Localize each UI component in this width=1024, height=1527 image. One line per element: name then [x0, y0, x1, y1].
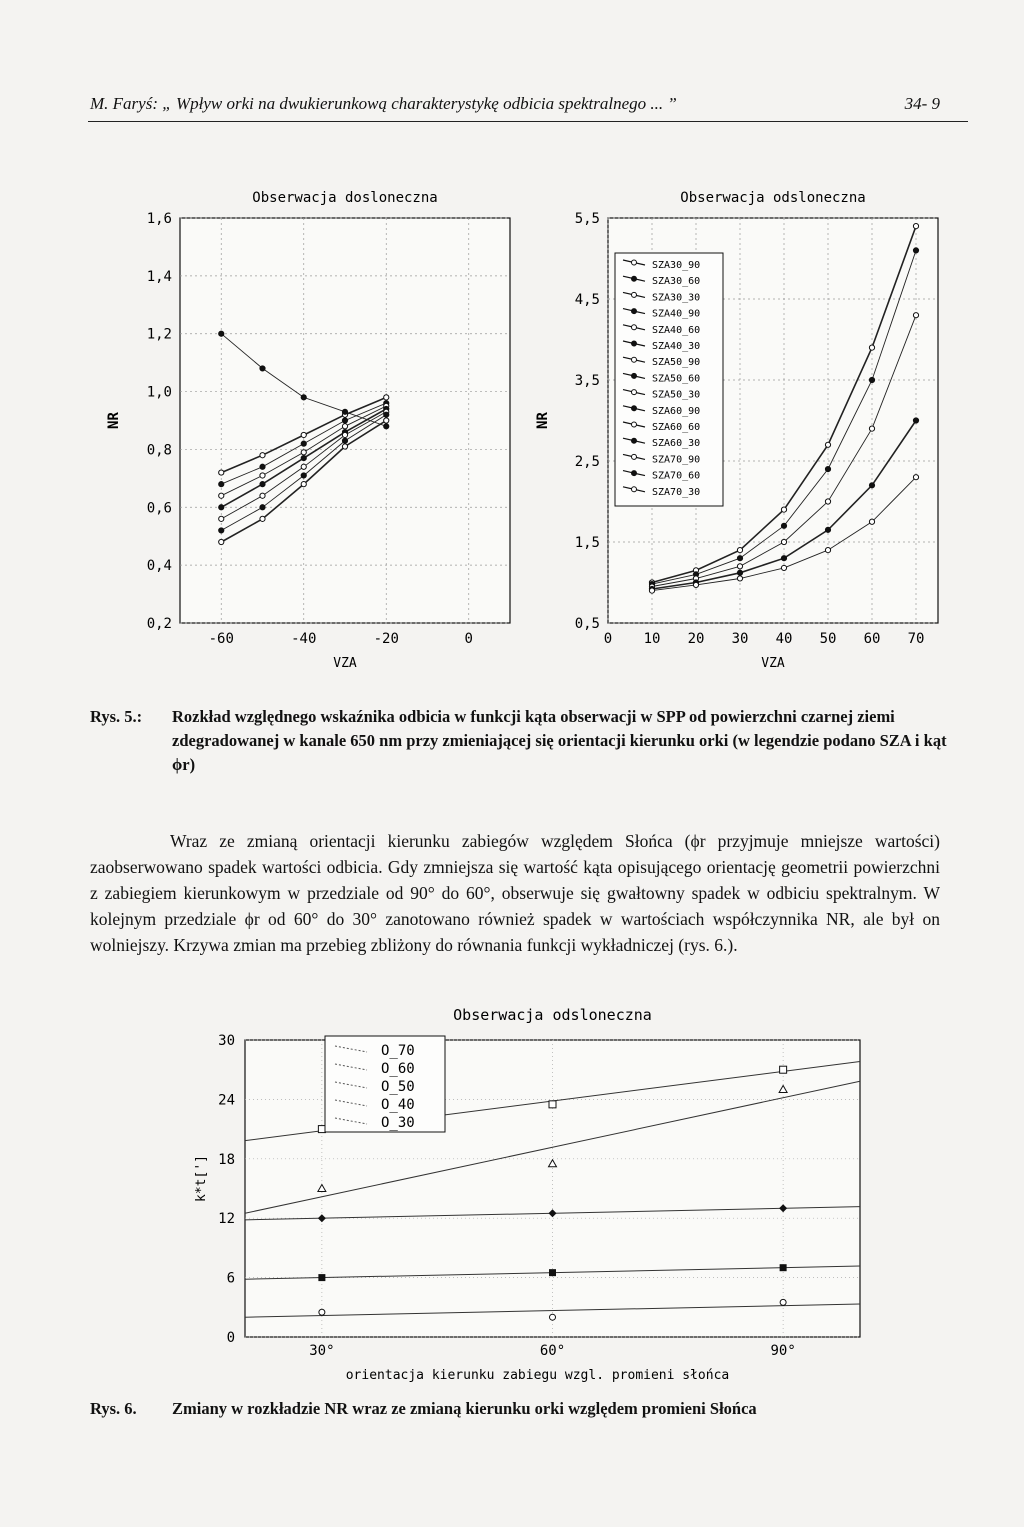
data-point [781, 556, 786, 561]
data-point [825, 548, 830, 553]
data-point [825, 527, 830, 532]
y-tick-label: 1,5 [574, 535, 600, 551]
y-axis-label: NR [535, 412, 551, 429]
data-point [693, 582, 698, 587]
data-point [737, 548, 742, 553]
chart-dosloneczna [106, 190, 510, 671]
data-point [825, 499, 830, 504]
y-tick-label: 3,5 [574, 373, 600, 389]
x-axis-label: VZA [761, 656, 785, 671]
data-point [869, 519, 874, 524]
figure6-label: Rys. 6. [90, 1399, 137, 1418]
legend-marker [632, 487, 637, 492]
data-point [869, 426, 874, 431]
x-tick-label: 50 [819, 631, 837, 647]
data-point [342, 409, 347, 414]
legend-label: SZA70_90 [652, 454, 701, 466]
data-point [781, 523, 786, 528]
legend-label: SZA50_90 [652, 357, 701, 369]
data-point [825, 467, 830, 472]
chart-orientation [194, 1006, 860, 1383]
legend-label: SZA40_90 [652, 308, 701, 320]
data-point [342, 424, 347, 429]
legend-label: SZA70_30 [652, 486, 701, 498]
data-point [869, 377, 874, 382]
data-point [549, 1269, 556, 1276]
data-point [384, 418, 389, 423]
legend-label: SZA30_90 [652, 260, 701, 271]
legend-marker [632, 276, 637, 281]
data-point [219, 493, 224, 498]
x-tick-label: 90° [770, 1343, 796, 1359]
legend-marker [632, 260, 637, 265]
legend-label: SZA60_90 [652, 405, 701, 417]
y-tick-label: 12 [218, 1211, 235, 1228]
body-paragraph-text: Wraz ze zmianą orientacji kierunku zabiegów względem Słońca (ϕr przyjmuje mniejsze wartości) zaobserwowano spadek wartości odbicia. Gdy zmniejsza się wartość kąta opisującego orientację geometrii powierzchni z zabiegiem kierunkowym w przedziale od 90° do 60°, obserwuje się gwałtowny spadek w odbiciu spektralnym. W kolejnym przedziale ϕr od 60° do 30° zanotowano również spadek w wartościach współczynnika NR, ale był on wolniejszy. Krzywa zmian ma przebieg zbliżony do równania funkcji wykładniczej (rys. 6.). [90, 831, 940, 955]
data-point [913, 475, 918, 480]
data-point [301, 473, 306, 478]
legend-marker [632, 390, 637, 395]
data-point [301, 441, 306, 446]
x-tick-label: 30 [731, 631, 749, 647]
data-point [342, 432, 347, 437]
x-tick-label: -20 [373, 631, 399, 647]
legend-label: SZA40_60 [652, 324, 701, 336]
x-tick-label: 40 [775, 631, 793, 647]
x-tick-label: 0 [603, 631, 613, 647]
y-tick-label: 1,0 [146, 384, 172, 401]
legend-label: SZA50_30 [652, 389, 701, 401]
x-tick-label: 70 [907, 631, 925, 647]
data-point [318, 1274, 325, 1281]
y-tick-label: 6 [226, 1270, 235, 1287]
data-point [219, 470, 224, 475]
chart-title: Obserwacja dosloneczna [252, 190, 438, 206]
data-point [260, 505, 265, 510]
data-point [869, 483, 874, 488]
data-point [301, 450, 306, 455]
x-axis-label: VZA [333, 656, 357, 671]
data-point [781, 539, 786, 544]
data-point [384, 424, 389, 429]
legend-label: O_30 [381, 1115, 415, 1131]
data-point [301, 464, 306, 469]
y-axis-label: NR [106, 412, 122, 429]
data-point [260, 473, 265, 478]
legend-marker [632, 292, 637, 297]
y-tick-label: 0,4 [146, 558, 172, 575]
x-tick-label: 30° [309, 1343, 335, 1359]
x-tick-label: 60 [863, 631, 881, 647]
y-tick-label: 5,5 [574, 211, 600, 227]
legend-label: SZA60_30 [652, 438, 701, 450]
legend-label: O_60 [381, 1061, 415, 1077]
chart-odsloneczna [535, 190, 938, 671]
data-point [342, 418, 347, 423]
y-axis-label: k*t['] [194, 1155, 209, 1202]
chart-title: Obserwacja odsloneczna [680, 190, 866, 206]
figure5-caption: Rozkład względnego wskaźnika odbicia w funkcji kąta obserwacji w SPP od powierzchni czarnej ziemi zdegradowanej w kanale 650 nm przy zmieniającej się orientacji kierunku orki (w legendzie podano SZA i kąt ϕr) [172, 707, 947, 774]
data-point [913, 313, 918, 318]
data-point [737, 570, 742, 575]
data-point [219, 516, 224, 521]
legend-marker [632, 422, 637, 427]
data-point [649, 588, 654, 593]
x-tick-label: -60 [208, 631, 234, 647]
y-tick-label: 0,6 [146, 500, 172, 517]
data-point [260, 453, 265, 458]
data-point [780, 1066, 787, 1073]
figure5-label: Rys. 5.: [90, 707, 143, 726]
legend-marker [632, 341, 637, 346]
legend-label: O_70 [381, 1043, 415, 1059]
y-tick-label: 30 [218, 1033, 235, 1049]
data-point [219, 331, 224, 336]
y-tick-label: 4,5 [574, 292, 600, 308]
legend-label: SZA60_60 [652, 422, 701, 433]
legend-label: SZA40_30 [652, 341, 701, 352]
data-point [342, 444, 347, 449]
data-point [549, 1101, 556, 1108]
header-page-number: 34- 9 [904, 94, 940, 113]
legend-marker [632, 373, 637, 378]
legend-marker [632, 406, 637, 411]
legend-label: O_50 [381, 1079, 415, 1095]
y-tick-label: 1,4 [146, 268, 172, 285]
body-paragraph [90, 828, 940, 958]
data-point [318, 1126, 325, 1133]
data-point [737, 576, 742, 581]
y-tick-label: 0,2 [146, 616, 172, 632]
y-tick-label: 0,5 [574, 616, 600, 632]
data-point [913, 224, 918, 229]
legend-marker [632, 325, 637, 330]
data-point [781, 507, 786, 512]
data-point [301, 482, 306, 487]
data-point [384, 412, 389, 417]
data-point [219, 539, 224, 544]
chart-title: Obserwacja odsloneczna [453, 1006, 652, 1024]
data-point [260, 516, 265, 521]
legend-label: SZA70_60 [652, 470, 701, 482]
data-point [342, 438, 347, 443]
data-point [737, 564, 742, 569]
legend-label: SZA30_60 [652, 276, 701, 288]
y-tick-label: 1,2 [146, 326, 172, 343]
figure6-caption: Zmiany w rozkładzie NR wraz ze zmianą kierunku orki względem promieni Słońca [172, 1399, 757, 1418]
data-point [301, 456, 306, 461]
legend-marker [632, 438, 637, 443]
x-tick-label: 0 [464, 631, 473, 647]
legend-label: O_40 [381, 1097, 415, 1113]
data-point [301, 395, 306, 400]
x-axis-label: orientacja kierunku zabiegu wzgl. promieni słońca [345, 1368, 730, 1383]
data-point [825, 442, 830, 447]
y-tick-label: 0 [226, 1330, 235, 1346]
legend-marker [632, 357, 637, 362]
legend-marker [632, 454, 637, 459]
data-point [384, 395, 389, 400]
data-point [219, 528, 224, 533]
y-tick-label: 0,8 [146, 442, 172, 459]
data-point [781, 565, 786, 570]
y-tick-label: 24 [218, 1092, 235, 1109]
header-title: „ Wpływ orki na dwukierunkową charakterystykę odbicia spektralnego ... ” [162, 94, 677, 113]
y-tick-label: 18 [218, 1151, 235, 1168]
data-point [869, 345, 874, 350]
legend-label: SZA30_30 [652, 292, 701, 304]
y-tick-label: 1,6 [146, 211, 172, 227]
data-point [319, 1309, 325, 1315]
data-point [780, 1299, 786, 1305]
legend-marker [632, 309, 637, 314]
data-point [550, 1314, 556, 1320]
data-point [219, 505, 224, 510]
x-tick-label: 20 [687, 631, 705, 647]
data-point [219, 482, 224, 487]
data-point [737, 556, 742, 561]
legend-label: SZA50_60 [652, 373, 701, 385]
data-point [913, 248, 918, 253]
x-tick-label: 60° [539, 1343, 566, 1359]
x-tick-label: -40 [291, 631, 317, 647]
data-point [301, 432, 306, 437]
y-tick-label: 2,5 [574, 454, 600, 470]
legend-marker [632, 471, 637, 476]
data-point [260, 366, 265, 371]
data-point [780, 1264, 787, 1271]
x-tick-label: 10 [643, 631, 661, 647]
data-point [913, 418, 918, 423]
data-point [260, 493, 265, 498]
data-point [260, 482, 265, 487]
header-author: M. Faryś: [90, 94, 158, 113]
data-point [260, 464, 265, 469]
